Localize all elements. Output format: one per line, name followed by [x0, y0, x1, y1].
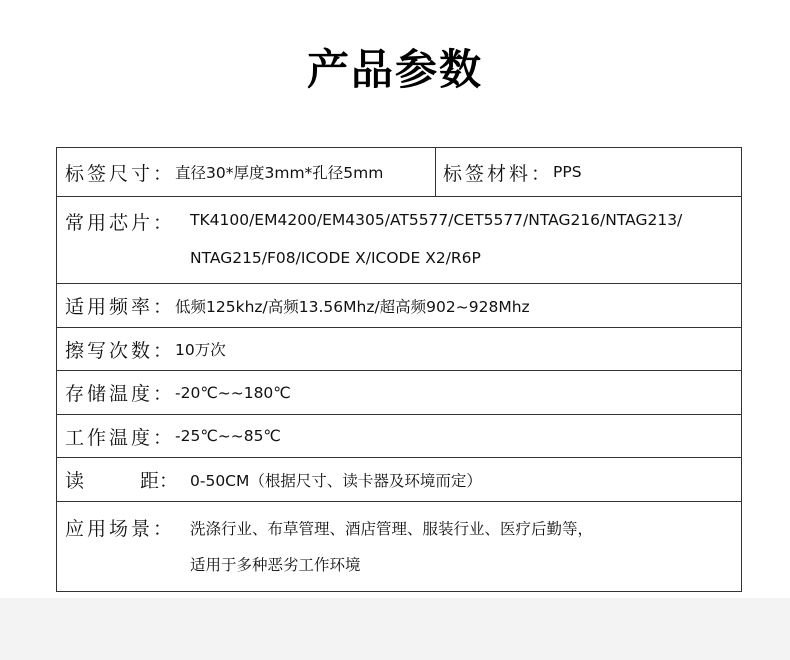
application-line-1: 洗涤行业、布草管理、酒店管理、服装行业、医疗后勤等，	[190, 520, 594, 538]
work-temp-cell	[65, 415, 281, 457]
footer-band	[0, 598, 790, 660]
application-line-2: 适用于多种恶劣工作环境	[190, 556, 361, 574]
work-temp-value: -25℃~~85℃	[175, 427, 281, 445]
size-value: 直径30*厚度3mm*孔径5mm	[175, 164, 384, 182]
material-cell	[443, 148, 582, 196]
storage-temp-cell	[65, 371, 291, 414]
row-storage-temp	[57, 371, 741, 415]
chip-line-1: TK4100/EM4200/EM4305/AT5577/CET5577/NTAG216/NTAG213/	[190, 211, 683, 229]
size-cell	[65, 148, 383, 196]
distance-cell	[65, 458, 482, 501]
row-frequency	[57, 284, 741, 328]
storage-temp-label: 存储温度：	[65, 383, 176, 405]
row-cycles	[57, 328, 741, 371]
frequency-value: 低频125khz/高频13.56Mhz/超高频902~928Mhz	[175, 297, 530, 316]
storage-temp-value: -20℃~~180℃	[175, 383, 291, 402]
chip-label: 常用芯片：	[65, 212, 176, 234]
row-size	[57, 148, 741, 197]
distance-value: 0-50CM（根据尺寸、读卡器及环境而定）	[190, 471, 482, 490]
frequency-label: 适用频率：	[65, 296, 176, 318]
column-divider	[435, 148, 436, 196]
page-title: 产品参数	[306, 45, 483, 94]
distance-label-a: 读	[65, 470, 85, 492]
row-work-temp	[57, 415, 741, 458]
size-label: 标签尺寸：	[65, 162, 176, 185]
material-value: PPS	[553, 163, 582, 181]
cycles-label: 擦写次数：	[65, 339, 176, 362]
cycles-value: 10万次	[175, 341, 226, 359]
row-distance	[57, 458, 741, 502]
row-chip	[57, 197, 741, 284]
application-label: 应用场景：	[65, 518, 176, 540]
material-label: 标签材料：	[443, 162, 554, 185]
distance-label	[65, 466, 178, 493]
frequency-cell	[65, 284, 530, 327]
cycles-cell	[65, 328, 226, 370]
chip-line-2: NTAG215/F08/ICODE X/ICODE X2/R6P	[190, 249, 481, 267]
distance-label-b: 距：	[139, 470, 178, 492]
row-application	[57, 502, 741, 591]
spec-table	[56, 147, 742, 592]
work-temp-label: 工作温度：	[65, 426, 176, 449]
